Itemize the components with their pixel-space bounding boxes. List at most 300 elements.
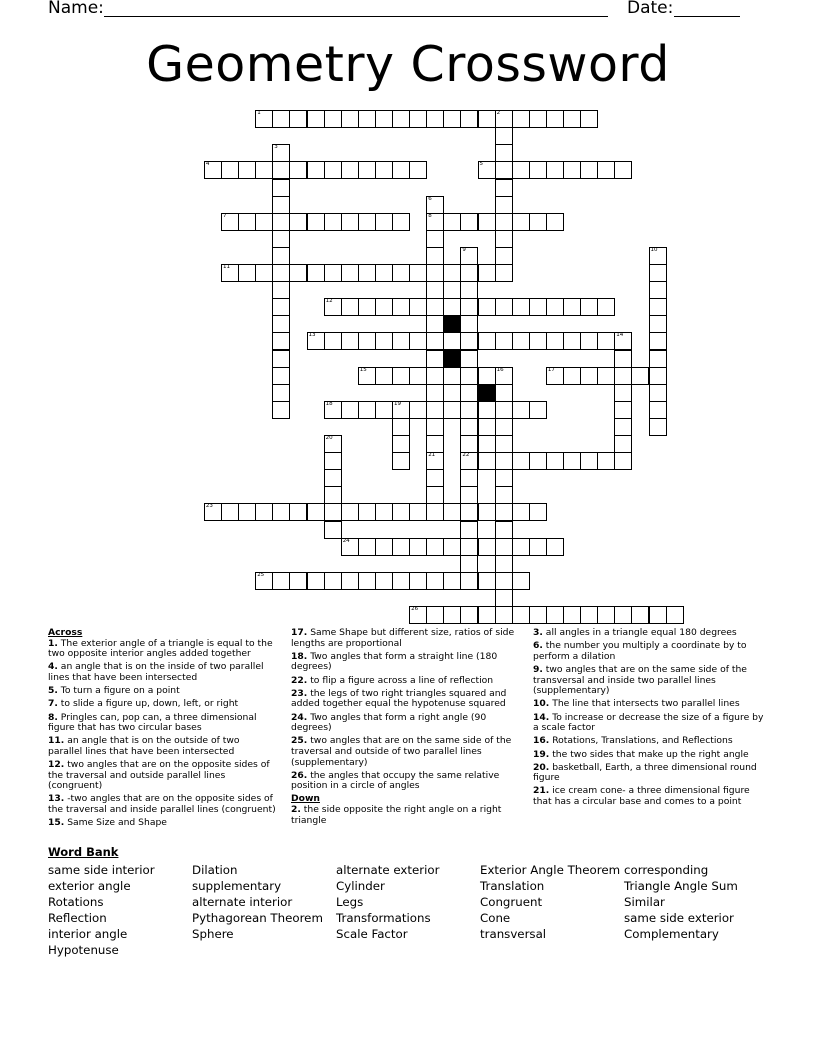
grid-cell[interactable] — [221, 503, 239, 521]
grid-cell[interactable] — [409, 572, 427, 590]
grid-cell[interactable] — [409, 298, 427, 316]
grid-cell[interactable] — [409, 367, 427, 385]
grid-cell[interactable] — [631, 606, 649, 624]
grid-cell[interactable] — [495, 418, 513, 436]
grid-cell[interactable] — [409, 332, 427, 350]
grid-cell[interactable] — [495, 503, 513, 521]
clue-text: The line that intersects two parallel lines — [549, 698, 740, 710]
grid-cell[interactable] — [255, 110, 273, 128]
grid-cell[interactable] — [478, 435, 496, 453]
grid-cell[interactable] — [375, 213, 393, 231]
grid-cell[interactable] — [478, 572, 496, 590]
grid-cell[interactable] — [529, 503, 547, 521]
grid-cell[interactable] — [392, 572, 410, 590]
grid-cell[interactable] — [289, 110, 307, 128]
grid-cell[interactable] — [426, 230, 444, 248]
grid-cell[interactable] — [512, 298, 530, 316]
grid-cell[interactable] — [649, 350, 667, 368]
grid-cell[interactable] — [358, 332, 376, 350]
grid-cell[interactable] — [478, 213, 496, 231]
grid-cell[interactable] — [426, 315, 444, 333]
grid-cell[interactable] — [375, 298, 393, 316]
grid-cell[interactable] — [341, 161, 359, 179]
grid-cell[interactable] — [443, 298, 461, 316]
grid-cell[interactable] — [495, 367, 513, 385]
grid-cell[interactable] — [460, 503, 478, 521]
grid-cell[interactable] — [289, 572, 307, 590]
grid-cell[interactable] — [614, 435, 632, 453]
grid-cell[interactable] — [546, 332, 564, 350]
grid-cell[interactable] — [392, 538, 410, 556]
grid-cell[interactable] — [375, 161, 393, 179]
grid-cell[interactable] — [563, 298, 581, 316]
grid-cell[interactable] — [426, 384, 444, 402]
grid-cell[interactable] — [341, 401, 359, 419]
grid-cell[interactable] — [649, 315, 667, 333]
grid-cell[interactable] — [597, 161, 615, 179]
grid-cell[interactable] — [272, 281, 290, 299]
grid-cell[interactable] — [563, 367, 581, 385]
grid-cell[interactable] — [495, 486, 513, 504]
grid-cell[interactable] — [478, 401, 496, 419]
grid-cell[interactable] — [649, 367, 667, 385]
grid-cell[interactable] — [478, 452, 496, 470]
grid-cell[interactable] — [478, 161, 496, 179]
grid-cell[interactable] — [649, 281, 667, 299]
grid-cell[interactable] — [272, 298, 290, 316]
grid-cell[interactable] — [272, 315, 290, 333]
grid-cell[interactable] — [443, 110, 461, 128]
grid-cell[interactable] — [546, 606, 564, 624]
grid-cell[interactable] — [512, 213, 530, 231]
grid-cell[interactable] — [478, 264, 496, 282]
grid-cell[interactable] — [426, 486, 444, 504]
grid-cell[interactable] — [324, 521, 342, 539]
grid-cell[interactable] — [443, 572, 461, 590]
grid-cell[interactable] — [580, 161, 598, 179]
grid-cell[interactable] — [495, 401, 513, 419]
grid-cell[interactable] — [478, 606, 496, 624]
grid-cell[interactable] — [409, 538, 427, 556]
grid-cell[interactable] — [289, 264, 307, 282]
grid-cell[interactable] — [649, 247, 667, 265]
grid-cell[interactable] — [426, 350, 444, 368]
grid-cell[interactable] — [426, 196, 444, 214]
grid-cell[interactable] — [546, 367, 564, 385]
grid-cell[interactable] — [375, 572, 393, 590]
grid-cell[interactable] — [443, 401, 461, 419]
grid-cell[interactable] — [512, 538, 530, 556]
grid-cell[interactable] — [324, 332, 342, 350]
grid-cell[interactable] — [358, 298, 376, 316]
grid-cell[interactable] — [495, 161, 513, 179]
grid-cell[interactable] — [358, 161, 376, 179]
grid-cell[interactable] — [460, 367, 478, 385]
grid-cell[interactable] — [392, 264, 410, 282]
grid-cell[interactable] — [324, 213, 342, 231]
grid-cell[interactable] — [666, 606, 684, 624]
grid-cell[interactable] — [512, 606, 530, 624]
grid-cell[interactable] — [529, 298, 547, 316]
grid-cell[interactable] — [324, 469, 342, 487]
grid-cell[interactable] — [614, 350, 632, 368]
grid-cell[interactable] — [563, 606, 581, 624]
grid-cell[interactable] — [426, 469, 444, 487]
grid-cell[interactable] — [375, 110, 393, 128]
grid-cell[interactable] — [426, 247, 444, 265]
grid-cell[interactable] — [426, 264, 444, 282]
grid-cell[interactable] — [375, 538, 393, 556]
clue-text: ice cream cone- a three dimensional figure that has a circular base and comes to a point — [533, 785, 750, 808]
grid-cell[interactable] — [392, 367, 410, 385]
grid-cell[interactable] — [460, 469, 478, 487]
grid-cell[interactable] — [495, 452, 513, 470]
grid-cell[interactable] — [392, 110, 410, 128]
grid-cell[interactable] — [289, 503, 307, 521]
grid-cell[interactable] — [307, 161, 325, 179]
grid-cell[interactable] — [495, 606, 513, 624]
grid-cell[interactable] — [495, 538, 513, 556]
grid-cell[interactable] — [409, 264, 427, 282]
grid-cell[interactable] — [460, 110, 478, 128]
grid-cell[interactable] — [546, 452, 564, 470]
grid-cell[interactable] — [392, 452, 410, 470]
grid-cell[interactable] — [375, 503, 393, 521]
grid-cell[interactable] — [324, 486, 342, 504]
grid-cell[interactable] — [341, 572, 359, 590]
grid-cell[interactable] — [392, 332, 410, 350]
grid-cell[interactable] — [495, 298, 513, 316]
grid-cell[interactable] — [341, 264, 359, 282]
grid-cell[interactable] — [221, 213, 239, 231]
grid-cell[interactable] — [580, 298, 598, 316]
grid-cell[interactable] — [580, 367, 598, 385]
grid-cell[interactable] — [546, 298, 564, 316]
grid-cell[interactable] — [649, 264, 667, 282]
grid-cell[interactable] — [272, 350, 290, 368]
grid-cell[interactable] — [392, 161, 410, 179]
grid-cell[interactable] — [478, 538, 496, 556]
grid-cell[interactable] — [460, 555, 478, 573]
grid-cell[interactable] — [529, 161, 547, 179]
grid-cell[interactable] — [649, 401, 667, 419]
grid-cell[interactable] — [324, 401, 342, 419]
grid-cell[interactable] — [580, 606, 598, 624]
grid-cell[interactable] — [512, 161, 530, 179]
grid-cell[interactable] — [324, 435, 342, 453]
grid-cell[interactable] — [409, 161, 427, 179]
grid-cell[interactable] — [307, 332, 325, 350]
grid-cell[interactable] — [272, 503, 290, 521]
grid-cell[interactable] — [307, 213, 325, 231]
grid-cell[interactable] — [272, 247, 290, 265]
grid-cell[interactable] — [649, 332, 667, 350]
grid-cell[interactable] — [631, 367, 649, 385]
grid-cell[interactable] — [255, 161, 273, 179]
grid-cell[interactable] — [392, 503, 410, 521]
grid-cell[interactable] — [238, 264, 256, 282]
grid-cell[interactable] — [614, 606, 632, 624]
grid-cell[interactable] — [255, 572, 273, 590]
grid-cell[interactable] — [597, 606, 615, 624]
grid-cell[interactable] — [426, 213, 444, 231]
grid-cell[interactable] — [409, 606, 427, 624]
grid-cell[interactable] — [221, 264, 239, 282]
clue-number-label: 9. — [533, 663, 543, 675]
grid-cell[interactable] — [358, 264, 376, 282]
grid-cell[interactable] — [495, 230, 513, 248]
grid-cell[interactable] — [495, 213, 513, 231]
grid-cell[interactable] — [324, 298, 342, 316]
grid-cell[interactable] — [529, 401, 547, 419]
grid-cell[interactable] — [495, 572, 513, 590]
grid-cell[interactable] — [392, 213, 410, 231]
grid-cell[interactable] — [512, 332, 530, 350]
grid-cell[interactable] — [426, 452, 444, 470]
grid-cell[interactable] — [358, 538, 376, 556]
grid-cell[interactable] — [426, 606, 444, 624]
grid-cell[interactable] — [614, 384, 632, 402]
grid-cell[interactable] — [580, 452, 598, 470]
grid-cell[interactable] — [272, 213, 290, 231]
grid-cell[interactable] — [649, 418, 667, 436]
grid-cell[interactable] — [512, 110, 530, 128]
grid-cell[interactable] — [614, 401, 632, 419]
grid-cell[interactable] — [307, 264, 325, 282]
grid-cell[interactable] — [272, 230, 290, 248]
grid-cell[interactable] — [375, 367, 393, 385]
grid-cell[interactable] — [443, 264, 461, 282]
grid-cell[interactable] — [614, 418, 632, 436]
grid-cell[interactable] — [495, 384, 513, 402]
grid-cell[interactable] — [443, 606, 461, 624]
grid-cell[interactable] — [495, 144, 513, 162]
grid-cell[interactable] — [614, 367, 632, 385]
grid-cell[interactable] — [597, 367, 615, 385]
grid-cell[interactable] — [512, 572, 530, 590]
grid-cell[interactable] — [460, 486, 478, 504]
grid-cell[interactable] — [580, 110, 598, 128]
grid-cell[interactable] — [324, 452, 342, 470]
grid-cell[interactable] — [324, 572, 342, 590]
grid-cell[interactable] — [426, 435, 444, 453]
grid-cell[interactable] — [512, 503, 530, 521]
grid-cell[interactable] — [409, 110, 427, 128]
grid-cell[interactable] — [460, 281, 478, 299]
grid-cell[interactable] — [546, 213, 564, 231]
grid-cell[interactable] — [614, 332, 632, 350]
grid-cell[interactable] — [460, 298, 478, 316]
grid-cell[interactable] — [460, 332, 478, 350]
grid-cell[interactable] — [426, 298, 444, 316]
grid-cell[interactable] — [307, 572, 325, 590]
grid-cell[interactable] — [460, 401, 478, 419]
grid-cell[interactable] — [563, 332, 581, 350]
grid-cell[interactable] — [529, 110, 547, 128]
grid-cell[interactable] — [460, 452, 478, 470]
grid-cell[interactable] — [272, 179, 290, 197]
grid-cell[interactable] — [529, 213, 547, 231]
grid-cell[interactable] — [289, 213, 307, 231]
grid-cell[interactable] — [426, 110, 444, 128]
grid-cell[interactable] — [426, 503, 444, 521]
grid-cell[interactable] — [341, 503, 359, 521]
grid-cell[interactable] — [563, 110, 581, 128]
grid-cell[interactable] — [546, 110, 564, 128]
grid-cell[interactable] — [341, 298, 359, 316]
grid-cell[interactable] — [358, 401, 376, 419]
grid-cell[interactable] — [426, 281, 444, 299]
grid-cell[interactable] — [460, 435, 478, 453]
grid-cell[interactable] — [341, 332, 359, 350]
grid-cell[interactable] — [272, 264, 290, 282]
grid-cell[interactable] — [238, 161, 256, 179]
grid-cell[interactable] — [358, 213, 376, 231]
grid-cell[interactable] — [238, 213, 256, 231]
grid-cell[interactable] — [460, 315, 478, 333]
grid-cell[interactable] — [495, 264, 513, 282]
grid-cell[interactable] — [272, 110, 290, 128]
grid-cell[interactable] — [272, 367, 290, 385]
grid-cell[interactable] — [255, 503, 273, 521]
grid-cell[interactable] — [495, 521, 513, 539]
grid-cell[interactable] — [495, 435, 513, 453]
grid-cell[interactable] — [358, 503, 376, 521]
grid-cell[interactable] — [649, 298, 667, 316]
grid-cell[interactable] — [563, 452, 581, 470]
grid-cell[interactable] — [392, 418, 410, 436]
grid-cell[interactable] — [272, 161, 290, 179]
grid-cell[interactable] — [358, 572, 376, 590]
grid-cell[interactable] — [546, 538, 564, 556]
grid-cell[interactable] — [375, 332, 393, 350]
grid-cell[interactable] — [563, 161, 581, 179]
grid-cell[interactable] — [324, 110, 342, 128]
grid-cell[interactable] — [460, 572, 478, 590]
grid-cell[interactable] — [307, 110, 325, 128]
grid-cell[interactable] — [495, 469, 513, 487]
grid-cell[interactable] — [289, 161, 307, 179]
grid-cell[interactable] — [324, 161, 342, 179]
grid-cell[interactable] — [495, 589, 513, 607]
grid-cell[interactable] — [255, 213, 273, 231]
grid-cell[interactable] — [597, 332, 615, 350]
grid-cell[interactable] — [495, 247, 513, 265]
grid-cell[interactable] — [375, 264, 393, 282]
grid-cell[interactable] — [529, 332, 547, 350]
grid-cell[interactable] — [375, 401, 393, 419]
grid-cell[interactable] — [358, 367, 376, 385]
grid-cell[interactable] — [272, 144, 290, 162]
grid-cell[interactable] — [478, 503, 496, 521]
grid-cell[interactable] — [512, 401, 530, 419]
grid-cell[interactable] — [580, 332, 598, 350]
grid-cell[interactable] — [324, 503, 342, 521]
grid-cell[interactable] — [478, 367, 496, 385]
grid-cell[interactable] — [341, 213, 359, 231]
grid-cell[interactable] — [272, 572, 290, 590]
grid-cell[interactable] — [529, 538, 547, 556]
grid-cell[interactable] — [529, 452, 547, 470]
grid-cell[interactable] — [204, 503, 222, 521]
grid-cell[interactable] — [392, 298, 410, 316]
grid-cell[interactable] — [272, 196, 290, 214]
grid-cell[interactable] — [443, 503, 461, 521]
grid-cell[interactable] — [478, 298, 496, 316]
grid-cell[interactable] — [238, 503, 256, 521]
grid-cell[interactable] — [460, 350, 478, 368]
grid-cell[interactable] — [460, 247, 478, 265]
grid-cell[interactable] — [478, 332, 496, 350]
grid-cell[interactable] — [478, 418, 496, 436]
clue-number: 16 — [496, 366, 504, 373]
grid-cell[interactable] — [495, 196, 513, 214]
grid-cell[interactable] — [409, 503, 427, 521]
grid-cell[interactable] — [426, 572, 444, 590]
grid-cell[interactable] — [426, 418, 444, 436]
grid-cell[interactable] — [649, 606, 667, 624]
grid-cell[interactable] — [460, 538, 478, 556]
grid-cell[interactable] — [460, 521, 478, 539]
grid-cell[interactable] — [443, 213, 461, 231]
grid-cell[interactable] — [392, 401, 410, 419]
grid-cell[interactable] — [443, 332, 461, 350]
word-bank-item: Similar — [624, 895, 665, 909]
grid-cell[interactable] — [649, 384, 667, 402]
clue-number: 20 — [325, 435, 333, 441]
grid-cell[interactable] — [341, 538, 359, 556]
grid-cell[interactable] — [443, 538, 461, 556]
grid-cell[interactable] — [614, 452, 632, 470]
grid-cell[interactable] — [272, 384, 290, 402]
grid-cell[interactable] — [495, 332, 513, 350]
grid-cell[interactable] — [272, 401, 290, 419]
grid-cell[interactable] — [460, 418, 478, 436]
grid-cell[interactable] — [272, 332, 290, 350]
grid-cell[interactable] — [495, 110, 513, 128]
grid-cell[interactable] — [358, 110, 376, 128]
grid-cell[interactable] — [204, 161, 222, 179]
grid-cell[interactable] — [341, 110, 359, 128]
grid-cell[interactable] — [614, 161, 632, 179]
grid-cell[interactable] — [426, 401, 444, 419]
grid-cell[interactable] — [495, 555, 513, 573]
grid-cell[interactable] — [426, 538, 444, 556]
grid-cell[interactable] — [460, 213, 478, 231]
grid-cell[interactable] — [529, 606, 547, 624]
grid-cell[interactable] — [409, 401, 427, 419]
grid-cell[interactable] — [460, 264, 478, 282]
grid-cell[interactable] — [221, 161, 239, 179]
grid-cell[interactable] — [443, 367, 461, 385]
grid-cell[interactable] — [597, 452, 615, 470]
grid-cell[interactable] — [307, 503, 325, 521]
grid-cell[interactable] — [597, 298, 615, 316]
grid-cell[interactable] — [460, 384, 478, 402]
grid-cell[interactable] — [324, 264, 342, 282]
grid-cell[interactable] — [255, 264, 273, 282]
clue — [48, 686, 276, 697]
grid-cell[interactable] — [495, 179, 513, 197]
grid-cell[interactable] — [426, 367, 444, 385]
grid-cell[interactable] — [512, 452, 530, 470]
grid-cell[interactable] — [426, 332, 444, 350]
grid-cell[interactable] — [478, 110, 496, 128]
grid-cell[interactable] — [495, 127, 513, 145]
grid-cell[interactable] — [460, 606, 478, 624]
grid-cell[interactable] — [392, 435, 410, 453]
grid-cell[interactable] — [546, 161, 564, 179]
